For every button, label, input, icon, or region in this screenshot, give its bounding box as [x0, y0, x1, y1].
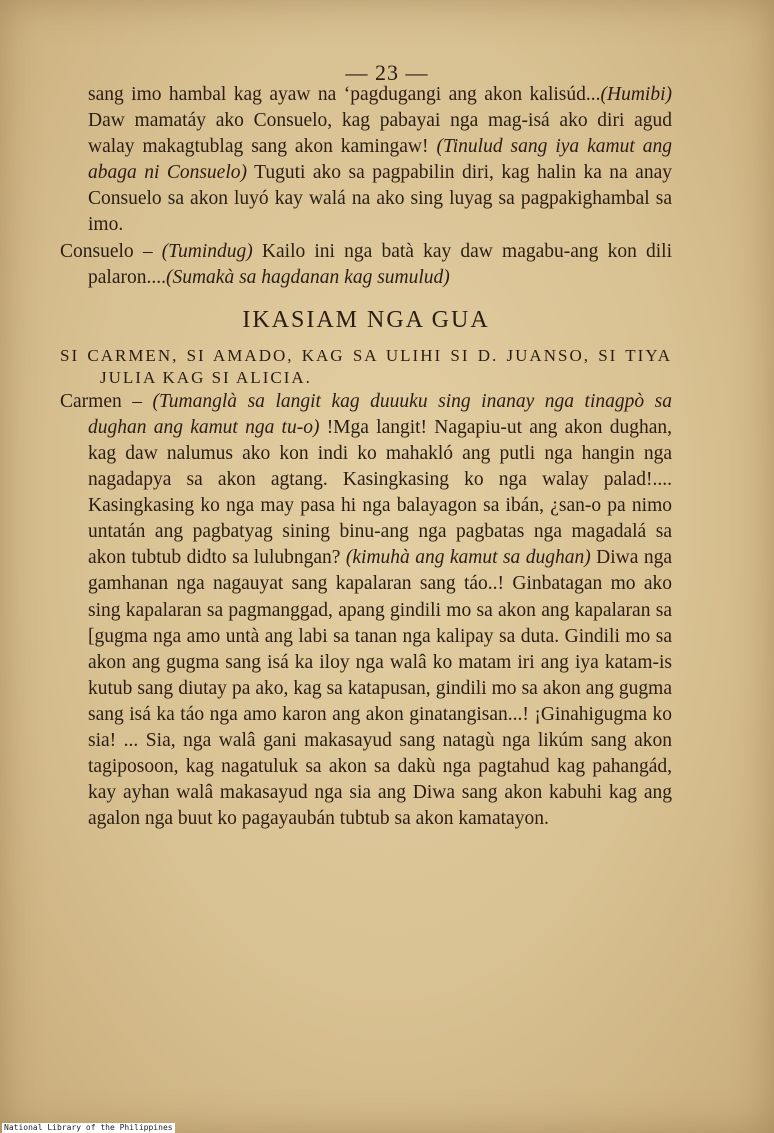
stage-direction: (kimuhà ang kamut sa dughan) — [345, 547, 591, 569]
cast-list: SI CARMEN, SI AMADO, KAG SA ULIHI SI D. JUANSO, SI TIYA JULIA KAG SI ALICIA. — [60, 345, 672, 387]
carmen-speech — [60, 389, 672, 833]
stage-direction: (Tinulud sang iya kamut ang abaga ni Consuelo) — [88, 136, 672, 184]
continuation-text-2: Daw mamatáy ako Consuelo, kag pabayai nga mag-isá ako diri agud walay makagtublag sang akon kamingaw! — [88, 110, 672, 158]
stage-direction: (Tumindug) — [161, 240, 253, 262]
speaker-name: Carmen – — [60, 390, 153, 412]
dialogue-text: Kailo ini nga batà kay daw magabu-ang kon dili palaron.... — [88, 240, 672, 288]
consuelo-speech — [60, 239, 672, 291]
speaker-name: Consuelo – — [60, 240, 162, 262]
page-number: — 23 — — [345, 60, 429, 85]
dialogue-text: !Mga langit! Nagapiu-ut ang akon dughan, kag daw nalumus ako kon indi ko mahakló ang putli nga hangin nga nagadapya sa akon agtang. Kasingkasing ko nga walay palad!.... Kasingkasing ko nga may pasa hi nga balayagon sa ibán, ¿san-o pa nimo untatán ang pagbatyag sining binu-ang nga pagbatas nga magadalá sa akon tubtub didto sa lulubngan? — [88, 416, 673, 569]
page-body — [60, 82, 672, 832]
stage-direction: (Humibi) — [600, 84, 672, 105]
stage-direction: (Sumakà sa hagdanan kag sumulud) — [165, 266, 450, 288]
dialogue-text: Diwa nga gamhanan nga nagauyat sang kapalaran sang táo..! Ginbatagan mo ako sing kapalaran sa pagmanggad, apang gindili mo sa akon ang kapalaran sa [gugma nga amo untà ang labi sa tanan nga kalipay sa duta. Gindili mo sa akon ang gugma sang isá ka iloy nga walâ ko matam iri ang iya katam-is kutub sang diutay pa ako, kag sa katapusan, gindili mo sa akon ang gugma sang isá ka táo nga amo karon ang akon ginatangisan...! ¡Ginahigugma ko sia! ... Sia, nga walâ gani makasayud sang natagù nga likúm sang akon tagiposoon, kag nagatuluk sa akon sa dakù nga pagtahud kag pahangád, kay ayhan walâ makasayud nga sia ang Diwa sang akon kabuhi kag ang agalon nga buut ko pagayaubán tubtub sa akon kamatayon. — [88, 547, 672, 830]
library-credit: National Library of the Philippines — [4, 1123, 173, 1132]
scene-title: IKASIAM NGA GUA — [242, 306, 490, 333]
continuation-text-1: sang imo hambal kag ayaw na ‘pagdugangi ang akon kalisúd... — [88, 84, 601, 105]
stage-direction: (Tumanglà sa langit kag duuuku sing inanay nga tinagpò sa dughan ang kamut nga tu-o) — [88, 390, 672, 438]
continuation-text-3: Tuguti ako sa pagpabilin diri, kag halin ka na anay Consuelo sa akon luyó kay walá na ako sing luyag sa pagpakighambal sa imo. — [88, 162, 672, 236]
continuation-paragraph — [60, 82, 672, 239]
